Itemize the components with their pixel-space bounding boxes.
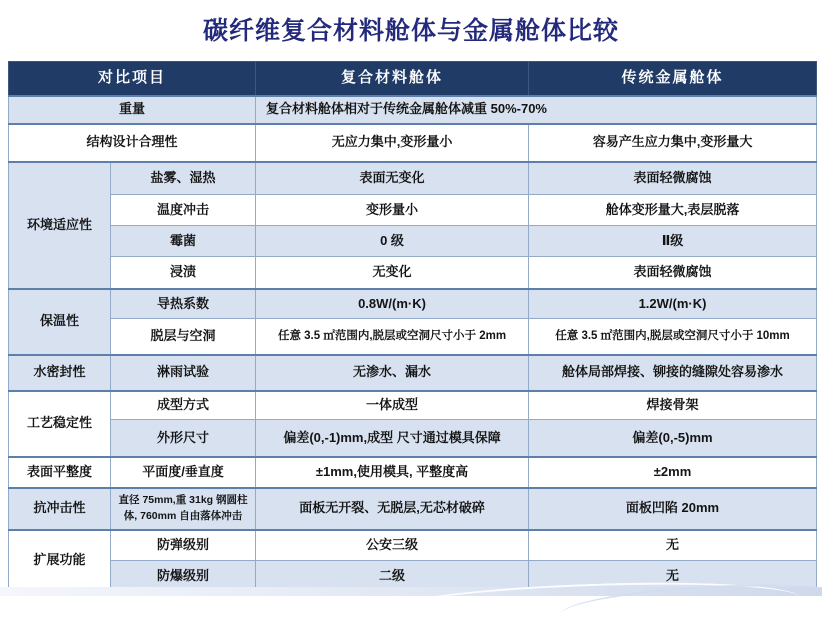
row-structure (9, 124, 817, 162)
row-expand-ballistic (9, 530, 817, 561)
process-group-label: 工艺稳定性 (9, 391, 111, 457)
row-process-dimensions (9, 420, 817, 457)
impact-metal: 面板凹陷 20mm (529, 488, 817, 530)
header-composite: 复合材料舱体 (256, 62, 529, 96)
expand-ballistic-label: 防弹级别 (111, 530, 256, 561)
row-env-salt (9, 162, 817, 195)
process-molding-composite: 一体成型 (256, 391, 529, 420)
env-mold-metal: Ⅱ级 (529, 226, 817, 257)
expansion-group-label: 扩展功能 (9, 530, 111, 592)
process-molding-metal: 焊接骨架 (529, 391, 817, 420)
expand-explosion-label: 防爆级别 (111, 561, 256, 592)
structure-composite: 无应力集中,变形量小 (256, 124, 529, 162)
insul-voids-composite: 任意 3.5 ㎡范围内,脱层或空洞尺寸小于 2mm (256, 319, 529, 355)
weight-value: 复合材料舱体相对于传统金属舱体减重 50%-70% (256, 96, 817, 124)
row-impact-resistance (9, 488, 817, 530)
row-water-sealing (9, 355, 817, 391)
env-mold-composite: 0 级 (256, 226, 529, 257)
env-salt-label: 盐雾、湿热 (111, 162, 256, 195)
expand-explosion-metal: 无 (529, 561, 817, 592)
insul-conductivity-composite: 0.8W/(m·K) (256, 289, 529, 319)
row-surface-flatness (9, 457, 817, 488)
flatness-composite: ±1mm,使用模具, 平整度高 (256, 457, 529, 488)
env-mold-label: 霉菌 (111, 226, 256, 257)
env-salt-metal: 表面轻微腐蚀 (529, 162, 817, 195)
expand-ballistic-metal: 无 (529, 530, 817, 561)
insul-conductivity-label: 导热系数 (111, 289, 256, 319)
row-insul-voids (9, 319, 817, 355)
insul-voids-metal: 任意 3.5 ㎡范围内,脱层或空洞尺寸小于 10mm (529, 319, 817, 355)
row-weight (9, 96, 817, 124)
row-insul-conductivity (9, 289, 817, 319)
water-metal: 舱体局部焊接、铆接的缝隙处容易渗水 (529, 355, 817, 391)
row-env-thermal (9, 195, 817, 226)
water-sub-label: 淋雨试验 (111, 355, 256, 391)
impact-sub-label: 直径 75mm,重 31kg 钢圆柱体, 760mm 自由落体冲击 (111, 488, 256, 530)
header-metal: 传统金属舱体 (529, 62, 817, 96)
env-immersion-label: 浸渍 (111, 257, 256, 289)
process-dimensions-composite: 偏差(0,-1)mm,成型 尺寸通过模具保障 (256, 420, 529, 457)
weight-label: 重量 (9, 96, 256, 124)
header-item: 对比项目 (9, 62, 256, 96)
insul-voids-label: 脱层与空洞 (111, 319, 256, 355)
row-env-mold (9, 226, 817, 257)
env-group-label: 环境适应性 (9, 162, 111, 289)
structure-label: 结构设计合理性 (9, 124, 256, 162)
expand-explosion-composite: 二级 (256, 561, 529, 592)
impact-group-label: 抗冲击性 (9, 488, 111, 530)
flatness-sub-label: 平面度/垂直度 (111, 457, 256, 488)
env-thermal-composite: 变形量小 (256, 195, 529, 226)
flatness-metal: ±2mm (529, 457, 817, 488)
env-thermal-metal: 舱体变形量大,表层脱落 (529, 195, 817, 226)
impact-composite: 面板无开裂、无脱层,无芯材破碎 (256, 488, 529, 530)
header-row (9, 62, 817, 96)
insul-conductivity-metal: 1.2W/(m·K) (529, 289, 817, 319)
process-dimensions-label: 外形尺寸 (111, 420, 256, 457)
process-molding-label: 成型方式 (111, 391, 256, 420)
comparison-table (8, 61, 817, 593)
insulation-group-label: 保温性 (9, 289, 111, 355)
bottom-wave-decoration (0, 587, 822, 596)
water-composite: 无渗水、漏水 (256, 355, 529, 391)
row-process-molding (9, 391, 817, 420)
page-title: 碳纤维复合材料舱体与金属舱体比较 (202, 17, 619, 45)
env-salt-composite: 表面无变化 (256, 162, 529, 195)
expand-ballistic-composite: 公安三级 (256, 530, 529, 561)
row-env-immersion (9, 257, 817, 289)
process-dimensions-metal: 偏差(0,-5)mm (529, 420, 817, 457)
env-immersion-composite: 无变化 (256, 257, 529, 289)
env-thermal-label: 温度冲击 (111, 195, 256, 226)
water-group-label: 水密封性 (9, 355, 111, 391)
structure-metal: 容易产生应力集中,变形量大 (529, 124, 817, 162)
env-immersion-metal: 表面轻微腐蚀 (529, 257, 817, 289)
flatness-group-label: 表面平整度 (9, 457, 111, 488)
